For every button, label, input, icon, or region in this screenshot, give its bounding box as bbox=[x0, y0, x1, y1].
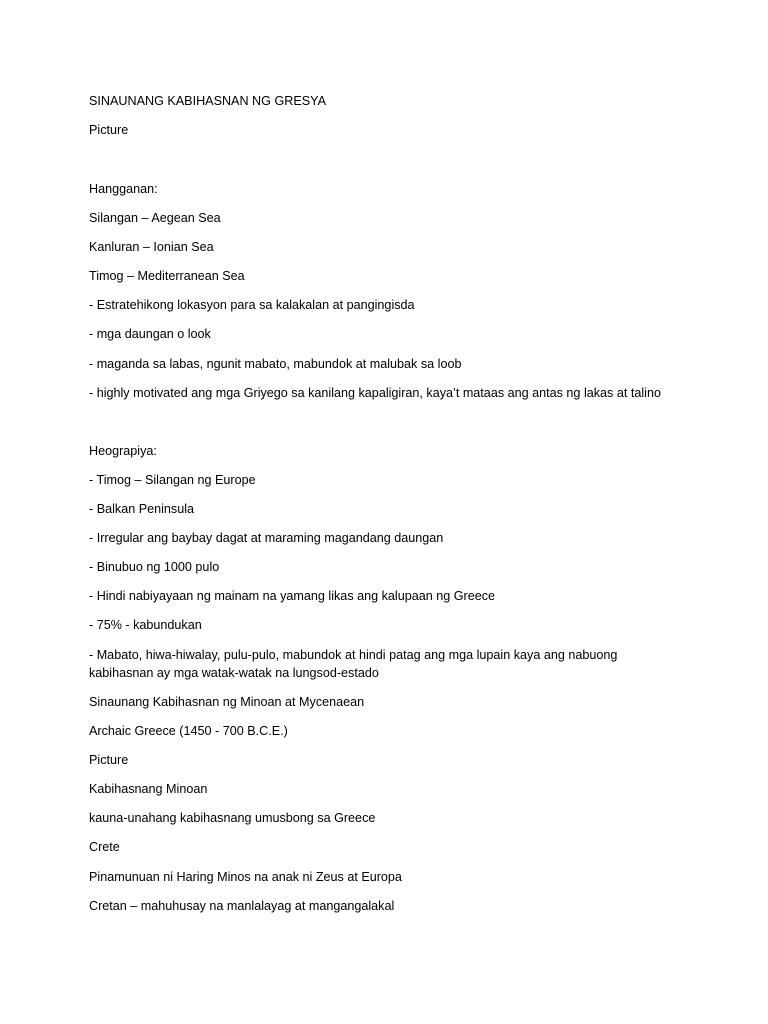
section-heading-minoan-mycenaean: Sinaunang Kabihasnan ng Minoan at Mycenaean bbox=[89, 695, 365, 709]
text-line: Archaic Greece (1450 - 700 B.C.E.) bbox=[89, 724, 288, 738]
bullet-item: - highly motivated ang mga Griyego sa kanilang kapaligiran, kaya’t mataas ang antas ng lakas at talino bbox=[89, 386, 661, 400]
picture-placeholder-1: Picture bbox=[89, 123, 129, 137]
text-line: Kabihasnang Minoan bbox=[89, 782, 208, 796]
bullet-item: - maganda sa labas, ngunit mabato, mabundok at malubak sa loob bbox=[89, 357, 462, 371]
bullet-item: - Hindi nabiyayaan ng mainam na yamang likas ang kalupaan ng Greece bbox=[89, 589, 496, 603]
section-heading-hangganan: Hangganan: bbox=[89, 182, 158, 196]
bullet-item: - Timog – Silangan ng Europe bbox=[89, 473, 256, 487]
text-line: Silangan – Aegean Sea bbox=[89, 211, 221, 225]
text-line: Pinamunuan ni Haring Minos na anak ni Zeus at Europa bbox=[89, 870, 402, 884]
bullet-item: - Balkan Peninsula bbox=[89, 502, 195, 516]
picture-placeholder-2: Picture bbox=[89, 753, 129, 767]
text-line: Kanluran – Ionian Sea bbox=[89, 240, 214, 254]
text-line: kauna-unahang kabihasnang umusbong sa Greece bbox=[89, 811, 376, 825]
bullet-item: - Binubuo ng 1000 pulo bbox=[89, 560, 220, 574]
bullet-item: - Mabato, hiwa-hiwalay, pulu-pulo, mabundok at hindi patag ang mga lupain kaya ang nabuong kabihasnan ay mga watak-watak na lungsod-estado bbox=[89, 648, 618, 680]
text-line: Crete bbox=[89, 840, 120, 854]
bullet-item: - mga daungan o look bbox=[89, 327, 211, 341]
text-line: Timog – Mediterranean Sea bbox=[89, 269, 245, 283]
section-heading-heograpiya: Heograpiya: bbox=[89, 444, 157, 458]
bullet-item: - Estratehikong lokasyon para sa kalakalan at pangingisda bbox=[89, 298, 415, 312]
bullet-item: - 75% - kabundukan bbox=[89, 618, 202, 632]
document-title: SINAUNANG KABIHASNAN NG GRESYA bbox=[89, 94, 326, 108]
text-line: Cretan – mahuhusay na manlalayag at mangangalakal bbox=[89, 899, 395, 913]
bullet-item: - Irregular ang baybay dagat at maraming magandang daungan bbox=[89, 531, 444, 545]
